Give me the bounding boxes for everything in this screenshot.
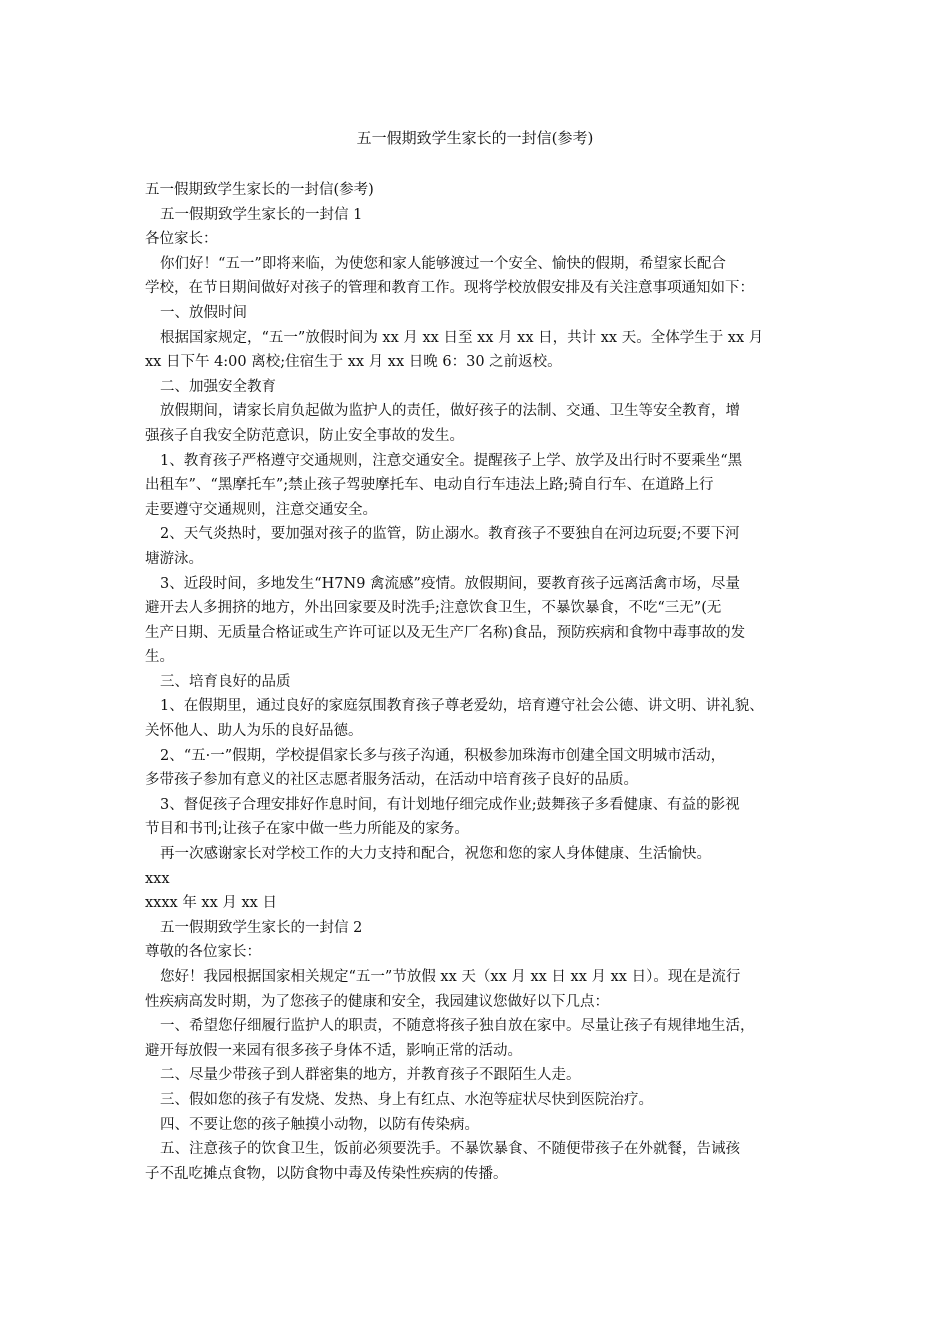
text-line: 1、在假期里，通过良好的家庭氛围教育孩子尊老爱幼，培育遵守社会公德、讲文明、讲礼貌、 (160, 698, 764, 715)
text-line: 多带孩子参加有意义的社区志愿者服务活动，在活动中培育孩子良好的品质。 (145, 772, 638, 789)
document-body (145, 178, 815, 1186)
text-line: 二、尽量少带孩子到人群密集的地方，并教育孩子不跟陌生人走。 (160, 1067, 581, 1084)
text-line: 生。 (145, 649, 174, 666)
document-title: 五一假期致学生家长的一封信(参考) (356, 129, 594, 147)
text-line: 2、天气炎热时，要加强对孩子的监管，防止溺水。教育孩子不要独自在河边玩耍;不要下河 (160, 526, 740, 543)
text-line: 塘游泳。 (145, 550, 203, 567)
text-line: 性疾病高发时期，为了您孩子的健康和安全，我园建议您做好以下几点： (145, 993, 609, 1010)
text-line: 子不乱吃摊点食物，以防食物中毒及传染性疾病的传播。 (145, 1165, 508, 1182)
text-line: 3、近段时间，多地发生“H7N9 禽流感”疫情。放假期间，要教育孩子远离活禽市场，尽量 (160, 575, 740, 592)
text-line: 放假期间，请家长肩负起做为监护人的责任，做好孩子的法制、交通、卫生等安全教育，增 (160, 403, 740, 420)
text-line: 关怀他人、助人为乐的良好品德。 (145, 723, 363, 740)
text-line: 五、注意孩子的饮食卫生，饭前必须要洗手。不暴饮暴食、不随便带孩子在外就餐，告诫孩 (160, 1141, 740, 1158)
text-line: 3、督促孩子合理安排好作息时间，有计划地仔细完成作业;鼓舞孩子多看健康、有益的影视 (160, 796, 740, 813)
text-line: 四、不要让您的孩子触摸小动物，以防有传染病。 (160, 1116, 479, 1133)
text-line: 2、“五·一”假期，学校提倡家长多与孩子沟通，积极参加珠海市创建全国文明城市活动， (160, 747, 726, 764)
text-line: 三、假如您的孩子有发烧、发热、身上有红点、水泡等症状尽快到医院治疗。 (160, 1091, 653, 1108)
text-line: 避开每放假一来园有很多孩子身体不适，影响正常的活动。 (145, 1042, 522, 1059)
text-line: 生产日期、无质量合格证或生产许可证以及无生产厂名称)食品，预防疾病和食物中毒事故的发 (145, 624, 746, 641)
text-line: xxx (145, 870, 170, 887)
text-line: xx 日下午 4:00 离校;住宿生于 xx 月 xx 日晚 6：30 之前返校。 (145, 354, 562, 371)
text-line: 走要遵守交通规则，注意交通安全。 (145, 501, 377, 518)
text-line: 五一假期致学生家长的一封信(参考) (145, 182, 374, 198)
text-line: 学校，在节日期间做好对孩子的管理和教育工作。现将学校放假安排及有关注意事项通知如下： (145, 280, 754, 297)
text-line: 出租车”、“黑摩托车”;禁止孩子驾驶摩托车、电动自行车违法上路;骑自行车、在道路上行 (145, 477, 714, 494)
text-line: 您好！我园根据国家相关规定“五一”节放假 xx 天（xx 月 xx 日 xx 月 xx 日）。现在是流行 (160, 969, 741, 985)
text-line: 各位家长： (145, 231, 218, 248)
text-line: 一、放假时间 (160, 304, 247, 321)
text-line: 三、培育良好的品质 (160, 673, 291, 690)
text-line: 节目和书刊;让孩子在家中做一些力所能及的家务。 (145, 821, 469, 838)
text-line: 强孩子自我安全防范意识，防止安全事故的发生。 (145, 427, 464, 444)
text-line: 避开去人多拥挤的地方，外出回家要及时洗手;注意饮食卫生，不暴饮暴食，不吃“三无”(无 (145, 600, 722, 617)
text-line: 你们好！“五一”即将来临，为使您和家人能够渡过一个安全、愉快的假期，希望家长配合 (160, 255, 726, 272)
text-line: 根据国家规定，“五一”放假时间为 xx 月 xx 日至 xx 月 xx 日，共计 xx 天。全体学生于 xx 月 (160, 329, 764, 346)
text-line: 一、希望您仔细履行监护人的职责，不随意将孩子独自放在家中。尽量让孩子有规律地生活， (160, 1018, 755, 1035)
text-line: xxxx 年 xx 月 xx 日 (145, 895, 277, 912)
text-line: 尊敬的各位家长： (145, 944, 261, 961)
text-line: 五一假期致学生家长的一封信 1 (160, 206, 363, 223)
text-line: 再一次感谢家长对学校工作的大力支持和配合，祝您和您的家人身体健康、生活愉快。 (160, 846, 711, 863)
text-line: 1、教育孩子严格遵守交通规则，注意交通安全。提醒孩子上学、放学及出行时不要乘坐“黑 (160, 452, 743, 469)
text-line: 二、加强安全教育 (160, 378, 276, 395)
text-line: 五一假期致学生家长的一封信 2 (160, 919, 363, 936)
